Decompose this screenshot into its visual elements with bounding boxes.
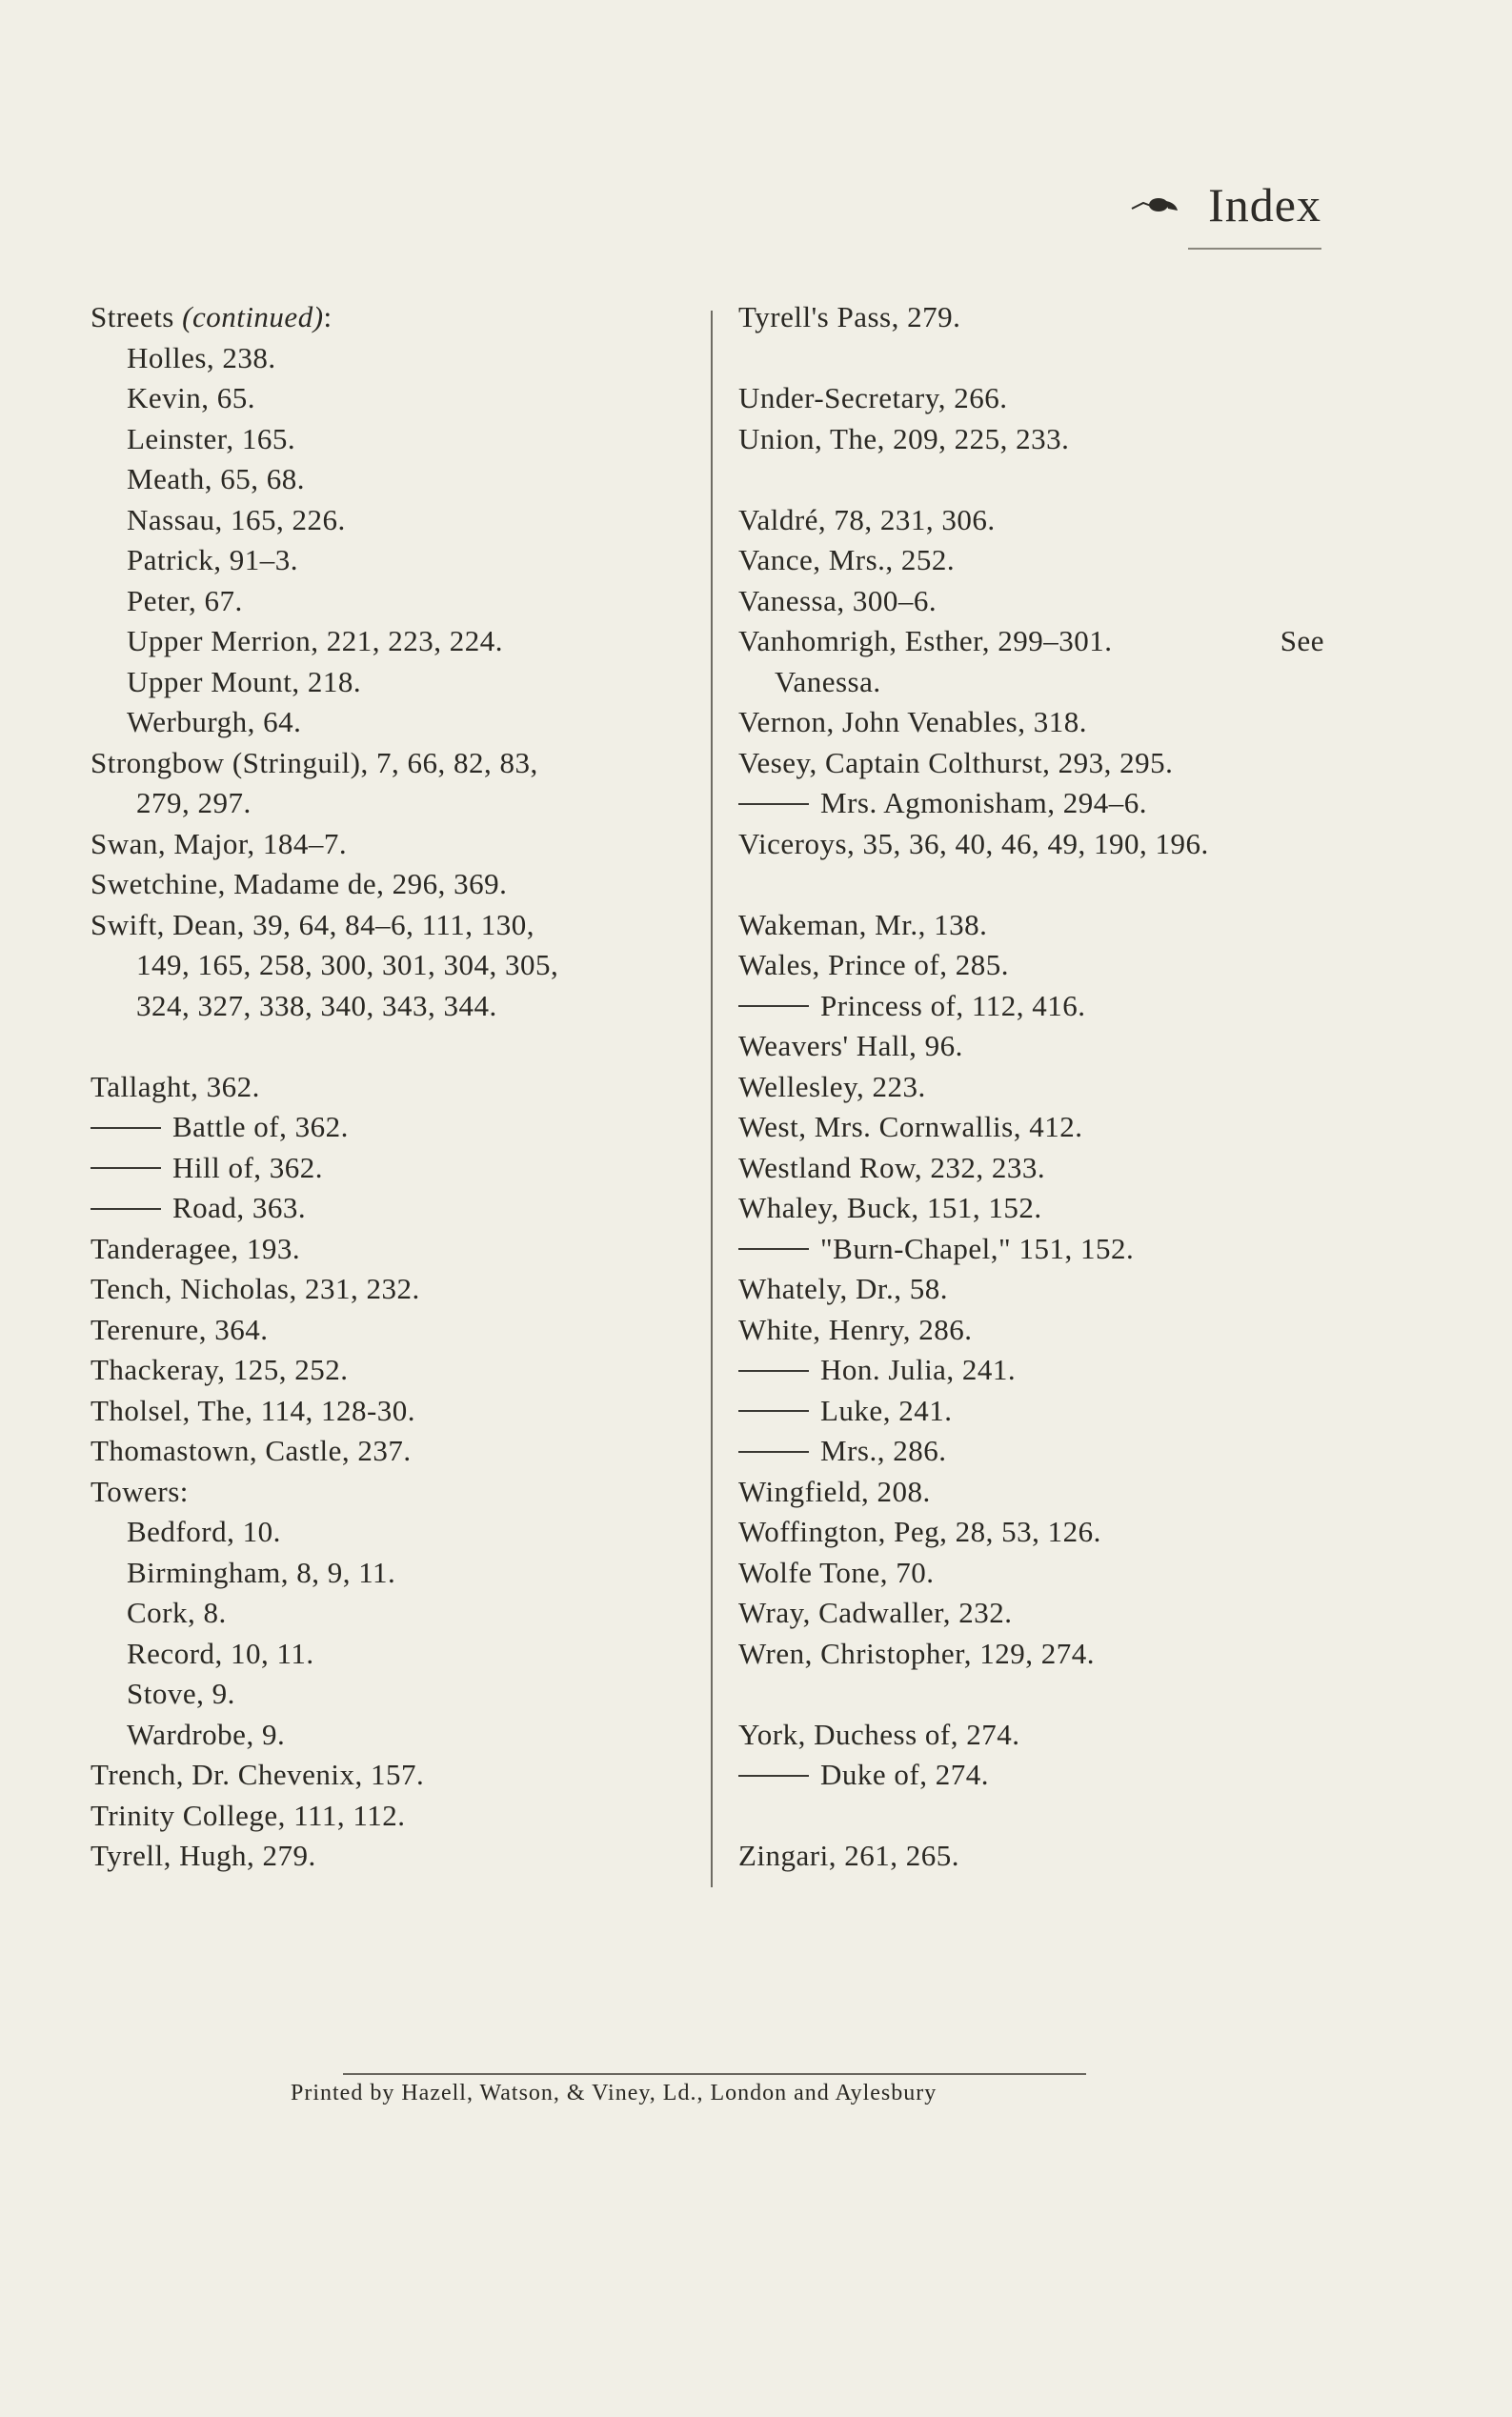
index-subentry: Patrick, 91–3. (127, 543, 299, 576)
index-entry: Vanhomrigh, Esther, 299–301. See (738, 621, 1324, 662)
index-column-right (738, 297, 1334, 1877)
header-rule (1188, 248, 1321, 250)
index-subentry: Cork, 8. (127, 1596, 227, 1629)
index-subentry: Upper Mount, 218. (127, 664, 362, 698)
index-entry: Wren, Christopher, 129, 274. (738, 1636, 1095, 1670)
index-entry: Swan, Major, 184–7. (91, 826, 348, 860)
index-entry: Thackeray, 125, 252. (91, 1353, 349, 1386)
index-subentry: Stove, 9. (127, 1677, 235, 1710)
ditto-dash (738, 1410, 809, 1412)
index-ditto-entry: Luke, 241. (738, 1391, 1334, 1432)
index-entry: Terenure, 364. (91, 1312, 269, 1346)
ditto-dash (738, 1370, 809, 1372)
section-gap (738, 1674, 1334, 1715)
index-subentry: Wardrobe, 9. (127, 1717, 286, 1751)
ditto-dash (91, 1127, 161, 1129)
ditto-dash (738, 803, 809, 805)
index-subentry: Upper Merrion, 221, 223, 224. (127, 624, 504, 657)
index-ditto-entry: Hon. Julia, 241. (738, 1350, 1334, 1391)
index-entry: Westland Row, 232, 233. (738, 1150, 1046, 1184)
see-reference: See (1280, 624, 1324, 657)
continued-note: (continued) (182, 300, 324, 333)
index-ditto-entry: Mrs., 286. (738, 1431, 1334, 1472)
index-subentry: Kevin, 65. (127, 381, 256, 414)
index-ditto-entry: Mrs. Agmonisham, 294–6. (738, 783, 1334, 824)
index-entry: Tench, Nicholas, 231, 232. (91, 1272, 420, 1305)
index-entry: White, Henry, 286. (738, 1312, 973, 1346)
index-entry: Viceroys, 35, 36, 40, 46, 49, 190, 196. (738, 826, 1209, 860)
index-entry: Whately, Dr., 58. (738, 1272, 948, 1305)
printer-imprint: Printed by Hazell, Watson, & Viney, Ld., London and Aylesbury (291, 2081, 937, 2105)
index-entry: Tyrell's Pass, 279. (738, 300, 961, 333)
index-subentry: Nassau, 165, 226. (127, 502, 346, 536)
index-entry: West, Mrs. Cornwallis, 412. (738, 1110, 1083, 1143)
index-entry: Vance, Mrs., 252. (738, 543, 956, 576)
index-subentry: Holles, 238. (127, 340, 276, 374)
ditto-dash (738, 1248, 809, 1250)
index-entry: Wales, Prince of, 285. (738, 948, 1009, 981)
index-entry: Wingfield, 208. (738, 1474, 931, 1508)
index-heading-streets: Streets (continued): (91, 300, 333, 333)
index-entry: Zingari, 261, 265. (738, 1839, 959, 1872)
index-entry: Vesey, Captain Colthurst, 293, 295. (738, 745, 1174, 779)
index-entry: Thomastown, Castle, 237. (91, 1434, 412, 1467)
index-entry-continuation: Vanessa. (775, 664, 881, 698)
ditto-dash (738, 1005, 809, 1007)
index-ditto-entry: Princess of, 112, 416. (738, 986, 1334, 1027)
index-entry: Trinity College, 111, 112. (91, 1798, 406, 1832)
index-entry: Wolfe Tone, 70. (738, 1555, 935, 1589)
ditto-dash (91, 1167, 161, 1169)
index-entry: Wray, Cadwaller, 232. (738, 1596, 1013, 1629)
section-gap (738, 459, 1334, 500)
running-header (1130, 177, 1321, 232)
index-ditto-entry: Road, 363. (91, 1188, 700, 1229)
index-entry: Swift, Dean, 39, 64, 84–6, 111, 130, (91, 907, 535, 941)
index-entry: Strongbow (Stringuil), 7, 66, 82, 83, (91, 745, 538, 779)
index-ditto-entry: Hill of, 362. (91, 1148, 700, 1189)
index-subentry: Peter, 67. (127, 583, 243, 617)
footer-rule (343, 2073, 1086, 2075)
index-entry: Valdré, 78, 231, 306. (738, 502, 996, 536)
index-ditto-entry: "Burn-Chapel," 151, 152. (738, 1229, 1334, 1270)
index-entry: Tholsel, The, 114, 128-30. (91, 1393, 416, 1427)
index-entry: Weavers' Hall, 96. (738, 1029, 963, 1062)
index-entry: York, Duchess of, 274. (738, 1717, 1020, 1751)
index-entry: Trench, Dr. Chevenix, 157. (91, 1758, 425, 1791)
section-gap (738, 1796, 1334, 1837)
index-ditto-entry: Duke of, 274. (738, 1755, 1334, 1796)
ditto-dash (738, 1775, 809, 1777)
index-subentry: Bedford, 10. (127, 1515, 281, 1548)
index-entry-continuation: 279, 297. (136, 786, 252, 819)
index-entry: Under-Secretary, 266. (738, 381, 1008, 414)
index-subentry: Werburgh, 64. (127, 705, 302, 738)
index-entry: Tanderagee, 193. (91, 1231, 301, 1265)
index-entry: Tallaght, 362. (91, 1069, 260, 1103)
index-entry-continuation: 149, 165, 258, 300, 301, 304, 305, (136, 948, 559, 981)
index-entry: Whaley, Buck, 151, 152. (738, 1191, 1042, 1224)
index-entry: Wellesley, 223. (738, 1069, 926, 1103)
index-heading-towers: Towers: (91, 1474, 189, 1508)
index-entry: Woffington, Peg, 28, 53, 126. (738, 1515, 1101, 1548)
index-subentry: Leinster, 165. (127, 421, 296, 455)
index-subentry: Record, 10, 11. (127, 1636, 314, 1670)
page-title: Index (1208, 178, 1321, 232)
index-entry: Union, The, 209, 225, 233. (738, 421, 1070, 455)
section-gap (91, 1026, 700, 1067)
ditto-dash (738, 1451, 809, 1453)
index-entry: Tyrell, Hugh, 279. (91, 1839, 316, 1872)
index-ditto-entry: Battle of, 362. (91, 1107, 700, 1148)
pointing-hand-icon (1130, 193, 1179, 216)
index-column-left (91, 297, 700, 1877)
section-gap (738, 864, 1334, 905)
index-entry: Swetchine, Madame de, 296, 369. (91, 867, 508, 900)
index-subentry: Meath, 65, 68. (127, 462, 305, 495)
section-gap (738, 338, 1334, 379)
index-entry: Vernon, John Venables, 318. (738, 705, 1087, 738)
ditto-dash (91, 1208, 161, 1210)
index-entry: Vanessa, 300–6. (738, 583, 937, 617)
index-entry-continuation: 324, 327, 338, 340, 343, 344. (136, 988, 497, 1022)
index-entry: Wakeman, Mr., 138. (738, 907, 988, 941)
column-divider (711, 311, 713, 1887)
index-subentry: Birmingham, 8, 9, 11. (127, 1555, 396, 1589)
